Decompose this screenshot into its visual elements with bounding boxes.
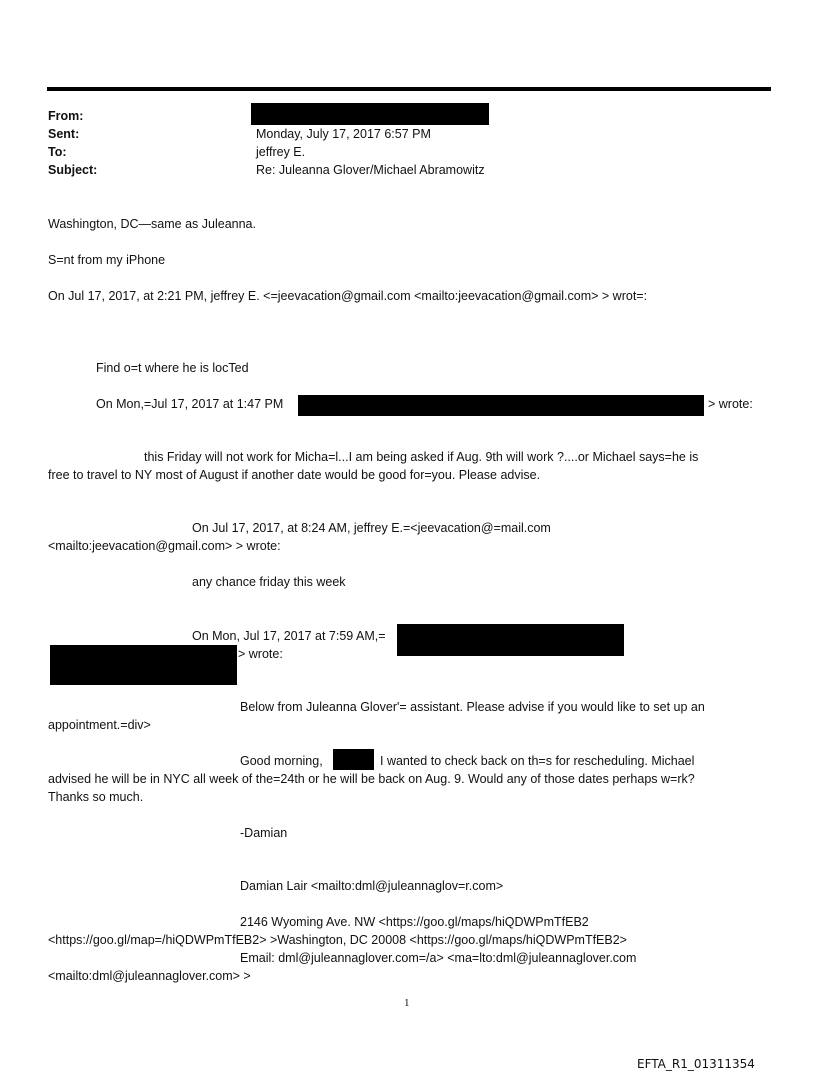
to-label: To: (48, 145, 67, 159)
page-number: 1 (404, 997, 410, 1009)
sent-value: Monday, July 17, 2017 6:57 PM (256, 127, 431, 141)
redaction-sender-2 (397, 624, 624, 656)
from-label: From: (48, 109, 84, 123)
body-line: 2146 Wyoming Ave. NW <https://goo.gl/maps/hiQDWPmTfEB2 (240, 915, 589, 929)
body-line: S=nt from my iPhone (48, 253, 166, 267)
body-line: Email: dml@juleannaglover.com=/a> <ma=lto:dml@juleannaglover.com (240, 951, 637, 965)
body-line: Damian Lair <mailto:dml@juleannaglov=r.com> (240, 879, 504, 893)
body-line: Washington, DC—same as Juleanna. (48, 217, 256, 231)
body-line: On Mon,=Jul 17, 2017 at 1:47 PM (96, 397, 284, 411)
body-line: Find o=t where he is locTed (96, 361, 249, 375)
body-line: Below from Juleanna Glover'= assistant. Please advise if you would like to set up an (240, 700, 705, 714)
body-line: -Damian (240, 826, 288, 840)
body-line: any chance friday this week (192, 575, 346, 589)
body-line: Good morning, (240, 754, 323, 768)
redaction-sender-1 (298, 395, 704, 416)
body-line: > wrote: (238, 647, 283, 661)
header-rule (47, 87, 771, 91)
sent-label: Sent: (48, 127, 80, 141)
to-value: jeffrey E. (256, 145, 306, 159)
body-line: I wanted to check back on th=s for rescheduling. Michael (380, 754, 695, 768)
body-line: appointment.=div> (48, 718, 151, 732)
body-line: On Mon, Jul 17, 2017 at 7:59 AM,= (192, 629, 386, 643)
body-line: free to travel to NY most of August if another date would be good for=you. Please advise. (48, 468, 541, 482)
body-line: Thanks so much. (48, 790, 144, 804)
subject-value: Re: Juleanna Glover/Michael Abramowitz (256, 163, 485, 177)
redaction-from (251, 103, 489, 125)
body-line: <https://goo.gl/map=/hiQDWPmTfEB2> >Washington, DC 20008 <https://goo.gl/maps/hiQDWPmTfEB2> (48, 933, 627, 947)
document-id: EFTA_R1_01311354 (637, 1057, 755, 1071)
body-line: On Jul 17, 2017, at 2:21 PM, jeffrey E. <=jeevacation@gmail.com <mailto:jeevacation@gmail.com> > wrot=: (48, 289, 648, 303)
body-line: advised he will be in NYC all week of the=24th or he will be back on Aug. 9. Would any of those dates perhaps w=rk? (48, 772, 695, 786)
redaction-name (333, 749, 374, 770)
body-line: <mailto:dml@juleannaglover.com> > (48, 969, 251, 983)
redaction-sender-3 (50, 645, 237, 685)
body-line: <mailto:jeevacation@gmail.com> > wrote: (48, 539, 281, 553)
body-line: > wrote: (708, 397, 753, 411)
body-line: On Jul 17, 2017, at 8:24 AM, jeffrey E.=<jeevacation@=mail.com (192, 521, 551, 535)
subject-label: Subject: (48, 163, 98, 177)
body-line: this Friday will not work for Micha=l...I am being asked if Aug. 9th will work ?....or Michael says=he is (144, 450, 699, 464)
